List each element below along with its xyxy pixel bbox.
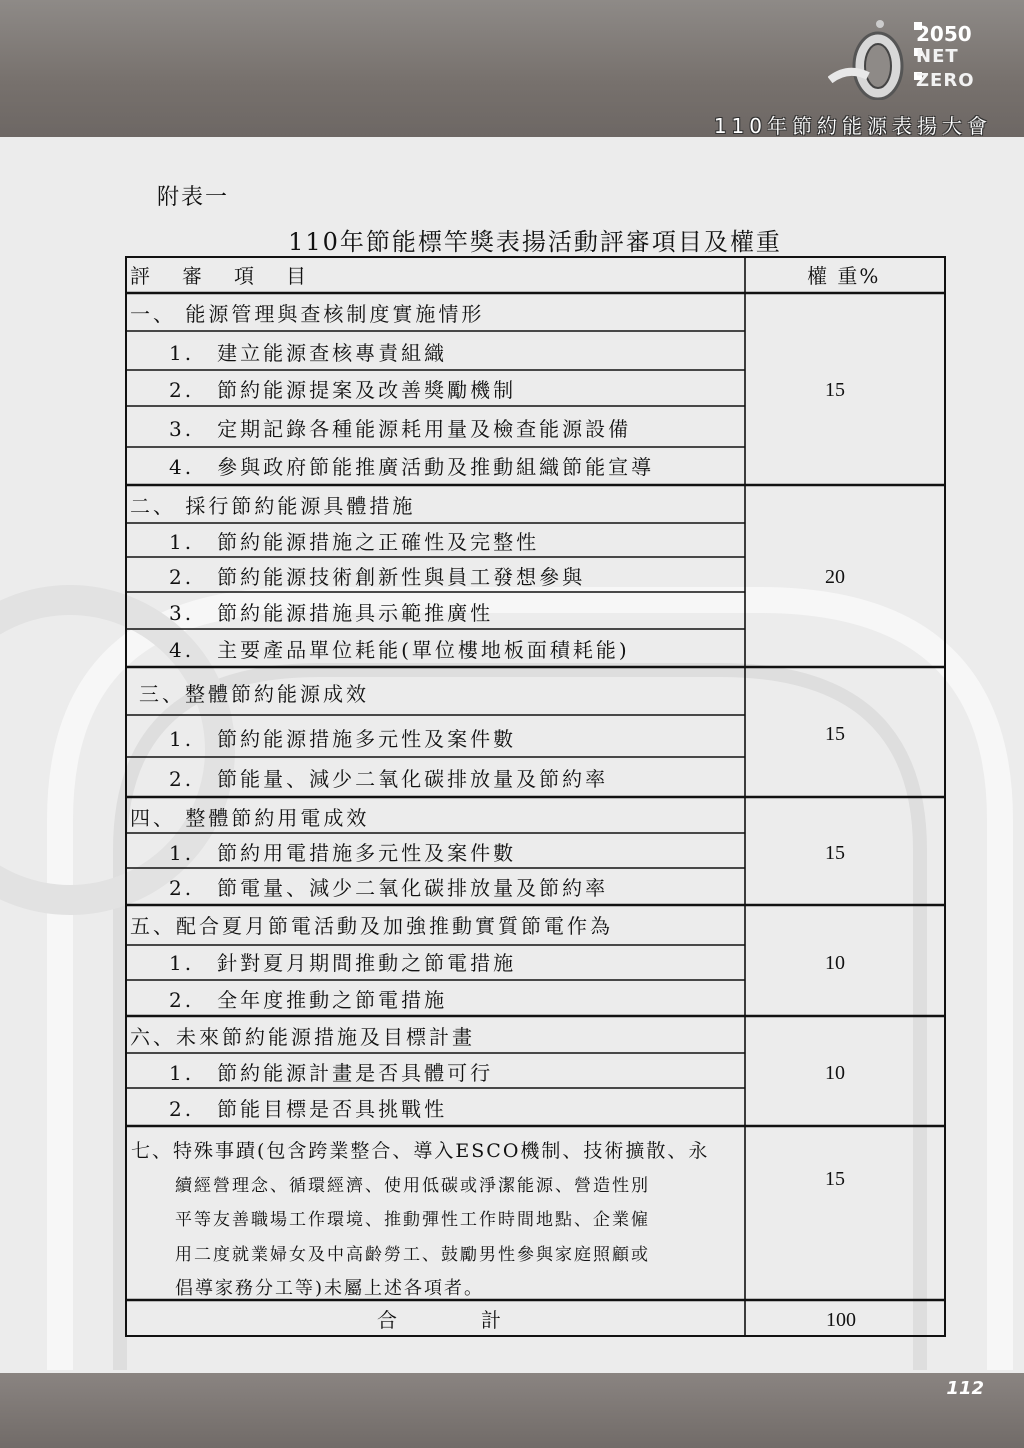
section-6-item-1: 1. 節約能源計畫是否具體可行 [169, 1061, 494, 1085]
section-3-item-2: 2. 節能量、減少二氧化碳排放量及節約率 [169, 767, 609, 791]
section-7-line-5: 倡導家務分工等)未屬上述各項者。 [175, 1278, 485, 1299]
logo-year: 2050 [916, 22, 972, 46]
section-4-title: 四、 整體節約用電成效 [130, 806, 370, 830]
section-6-title: 六、未來節約能源措施及目標計畫 [130, 1025, 475, 1049]
section-3-item-1: 1. 節約能源措施多元性及案件數 [169, 727, 517, 751]
section-2-item-2: 2. 節約能源技術創新性與員工發想參與 [169, 565, 586, 589]
header-weight-label: 權 重% [807, 264, 881, 288]
section-6-item-2: 2. 節能目標是否具挑戰性 [169, 1097, 448, 1121]
table-title: 110年節能標竿獎表揚活動評審項目及權重 [288, 228, 782, 256]
section-7-line-1: 七、特殊事蹟(包含跨業整合、導入ESCO機制、技術擴散、永 [131, 1140, 710, 1162]
section-1-item-3: 3. 定期記錄各種能源耗用量及檢查能源設備 [169, 417, 632, 441]
section-1-title: 一、 能源管理與查核制度實施情形 [130, 302, 485, 326]
section-1-item-4: 4. 參與政府節能推廣活動及推動組織節能宣導 [169, 455, 655, 479]
section-4-item-2: 2. 節電量、減少二氧化碳排放量及節約率 [169, 876, 609, 900]
page-number: 112 [946, 1378, 984, 1399]
section-2-title: 二、 採行節約能源具體措施 [130, 494, 416, 518]
section-2-item-4: 4. 主要產品單位耗能(單位樓地板面積耗能) [169, 638, 630, 662]
section-5-item-1: 1. 針對夏月期間推動之節電措施 [169, 951, 517, 975]
section-3-title: 三、整體節約能源成效 [139, 682, 369, 706]
footer-band [0, 1373, 1024, 1448]
section-7-text [131, 1134, 709, 1307]
logo-net: NET [916, 46, 959, 67]
section-5-title: 五、配合夏月節電活動及加強推動實質節電作為 [130, 914, 613, 938]
evaluation-table [125, 256, 946, 1337]
section-7-line-3: 平等友善職場工作環境、推動彈性工作時間地點、企業僱 [175, 1210, 650, 1230]
section-2-item-1: 1. 節約能源措施之正確性及完整性 [169, 530, 540, 554]
section-6-weight: 10 [825, 1062, 845, 1084]
header-title: 110年節約能源表揚大會 [713, 114, 992, 138]
header-item-label: 評 審 項 目 [130, 264, 312, 288]
logo-zero: ZERO [916, 70, 975, 91]
section-1-weight: 15 [825, 379, 845, 401]
section-7-line-4: 用二度就業婦女及中高齡勞工、鼓勵男性參與家庭照顧或 [175, 1244, 650, 1265]
section-4-weight: 15 [825, 842, 845, 864]
section-1-item-1: 1. 建立能源查核專責組織 [169, 341, 448, 365]
section-7-weight: 15 [825, 1168, 845, 1190]
section-3-weight: 15 [825, 723, 845, 745]
section-2-item-3: 3. 節約能源措施具示範推廣性 [169, 601, 494, 625]
section-2-weight: 20 [825, 566, 845, 588]
section-5-item-2: 2. 全年度推動之節電措施 [169, 988, 448, 1012]
appendix-label: 附表一 [157, 185, 230, 210]
section-7-line-2: 續經營理念、循環經濟、使用低碳或淨潔能源、營造性別 [175, 1175, 650, 1196]
total-label: 合 計 [377, 1308, 507, 1332]
section-5-weight: 10 [825, 952, 845, 974]
section-4-item-1: 1. 節約用電措施多元性及案件數 [169, 841, 517, 865]
total-weight: 100 [826, 1309, 856, 1331]
section-1-item-2: 2. 節約能源提案及改善獎勵機制 [169, 378, 517, 402]
